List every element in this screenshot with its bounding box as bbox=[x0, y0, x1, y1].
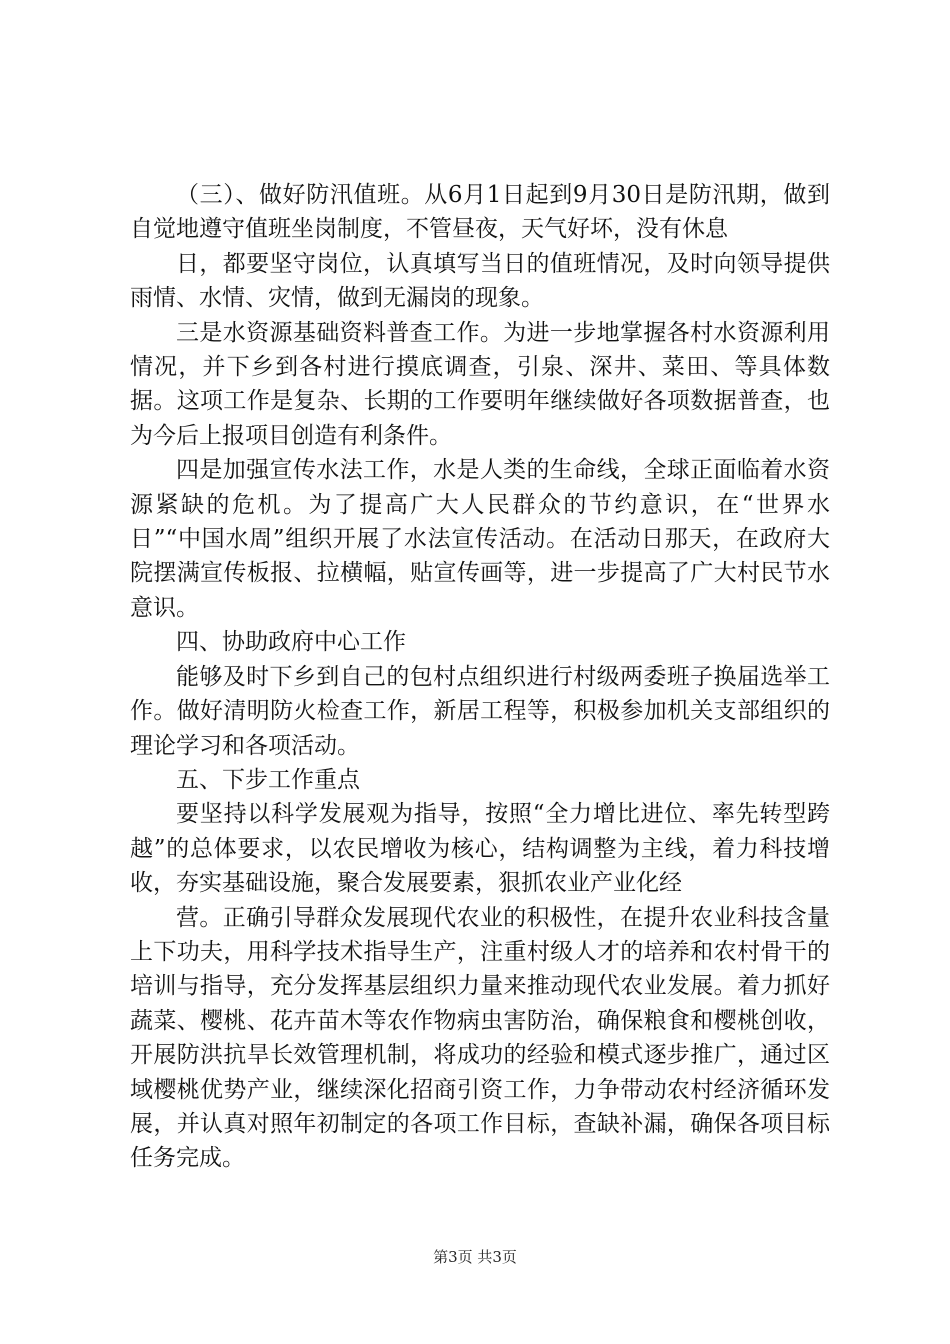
paragraph-next-steps-continued: 营。正确引导群众发展现代农业的积极性，在提升农业科技含量上下功夫，用科学技术指导生产，注重村级人才的培养和农村骨干的培训与指导，充分发挥基层组织力量来推动现代农业发展。着力抓好蔬菜、樱桃、花卉苗木等农作物病虫害防治，确保粮食和樱桃创收，开展防洪抗旱长效管理机制，将成功的经验和模式逐步推广，通过区域樱桃优势产业，继续深化招商引资工作，力争带动农村经济循环发展，并认真对照年初制定的各项工作目标，查缺补漏，确保各项目标任务完成。 bbox=[130, 904, 830, 1172]
section-heading-assist-government: 四、协助政府中心工作 bbox=[176, 629, 406, 656]
paragraph-next-steps: 要坚持以科学发展观为指导，按照“全力增比进位、率先转型跨越”的总体要求，以农民增收为核心，结构调整为主线，着力科技增收，夯实基础设施，聚合发展要素，狠抓农业产业化经 bbox=[130, 801, 830, 897]
paragraph-water-law-promotion: 四是加强宣传水法工作，水是人类的生命线，全球正面临着水资源紧缺的危机。为了提高广大人民群众的节约意识，在“世界水日”“中国水周”组织开展了水法宣传活动。在活动日那天，在政府大院摆满宣传板报、拉横幅，贴宣传画等，进一步提高了广大村民节水意识。 bbox=[130, 457, 830, 621]
paragraph-assist-government: 能够及时下乡到自己的包村点组织进行村级两委班子换届选举工作。做好清明防火检查工作，新居工程等，积极参加机关支部组织的理论学习和各项活动。 bbox=[130, 663, 830, 759]
paragraph-flood-duty: （三）、做好防汛值班。从6月1日起到9月30日是防汛期，做到自觉地遵守值班坐岗制度，不管昼夜，天气好坏，没有休息 bbox=[130, 182, 830, 243]
document-body bbox=[130, 178, 830, 1176]
paragraph-duty-continued: 日，都要坚守岗位，认真填写当日的值班情况，及时向领导提供雨情、水情、灾情，做到无漏岗的现象。 bbox=[130, 250, 830, 312]
page-footer: 第3页 共3页 bbox=[433, 1248, 517, 1266]
section-heading-next-steps: 五、下步工作重点 bbox=[176, 766, 360, 793]
paragraph-water-resource-survey: 三是水资源基础资料普查工作。为进一步地掌握各村水资源利用情况，并下乡到各村进行摸底调查，引泉、深井、菜田、等具体数据。这项工作是复杂、长期的工作要明年继续做好各项数据普查，也为今后上报项目创造有利条件。 bbox=[130, 319, 830, 449]
